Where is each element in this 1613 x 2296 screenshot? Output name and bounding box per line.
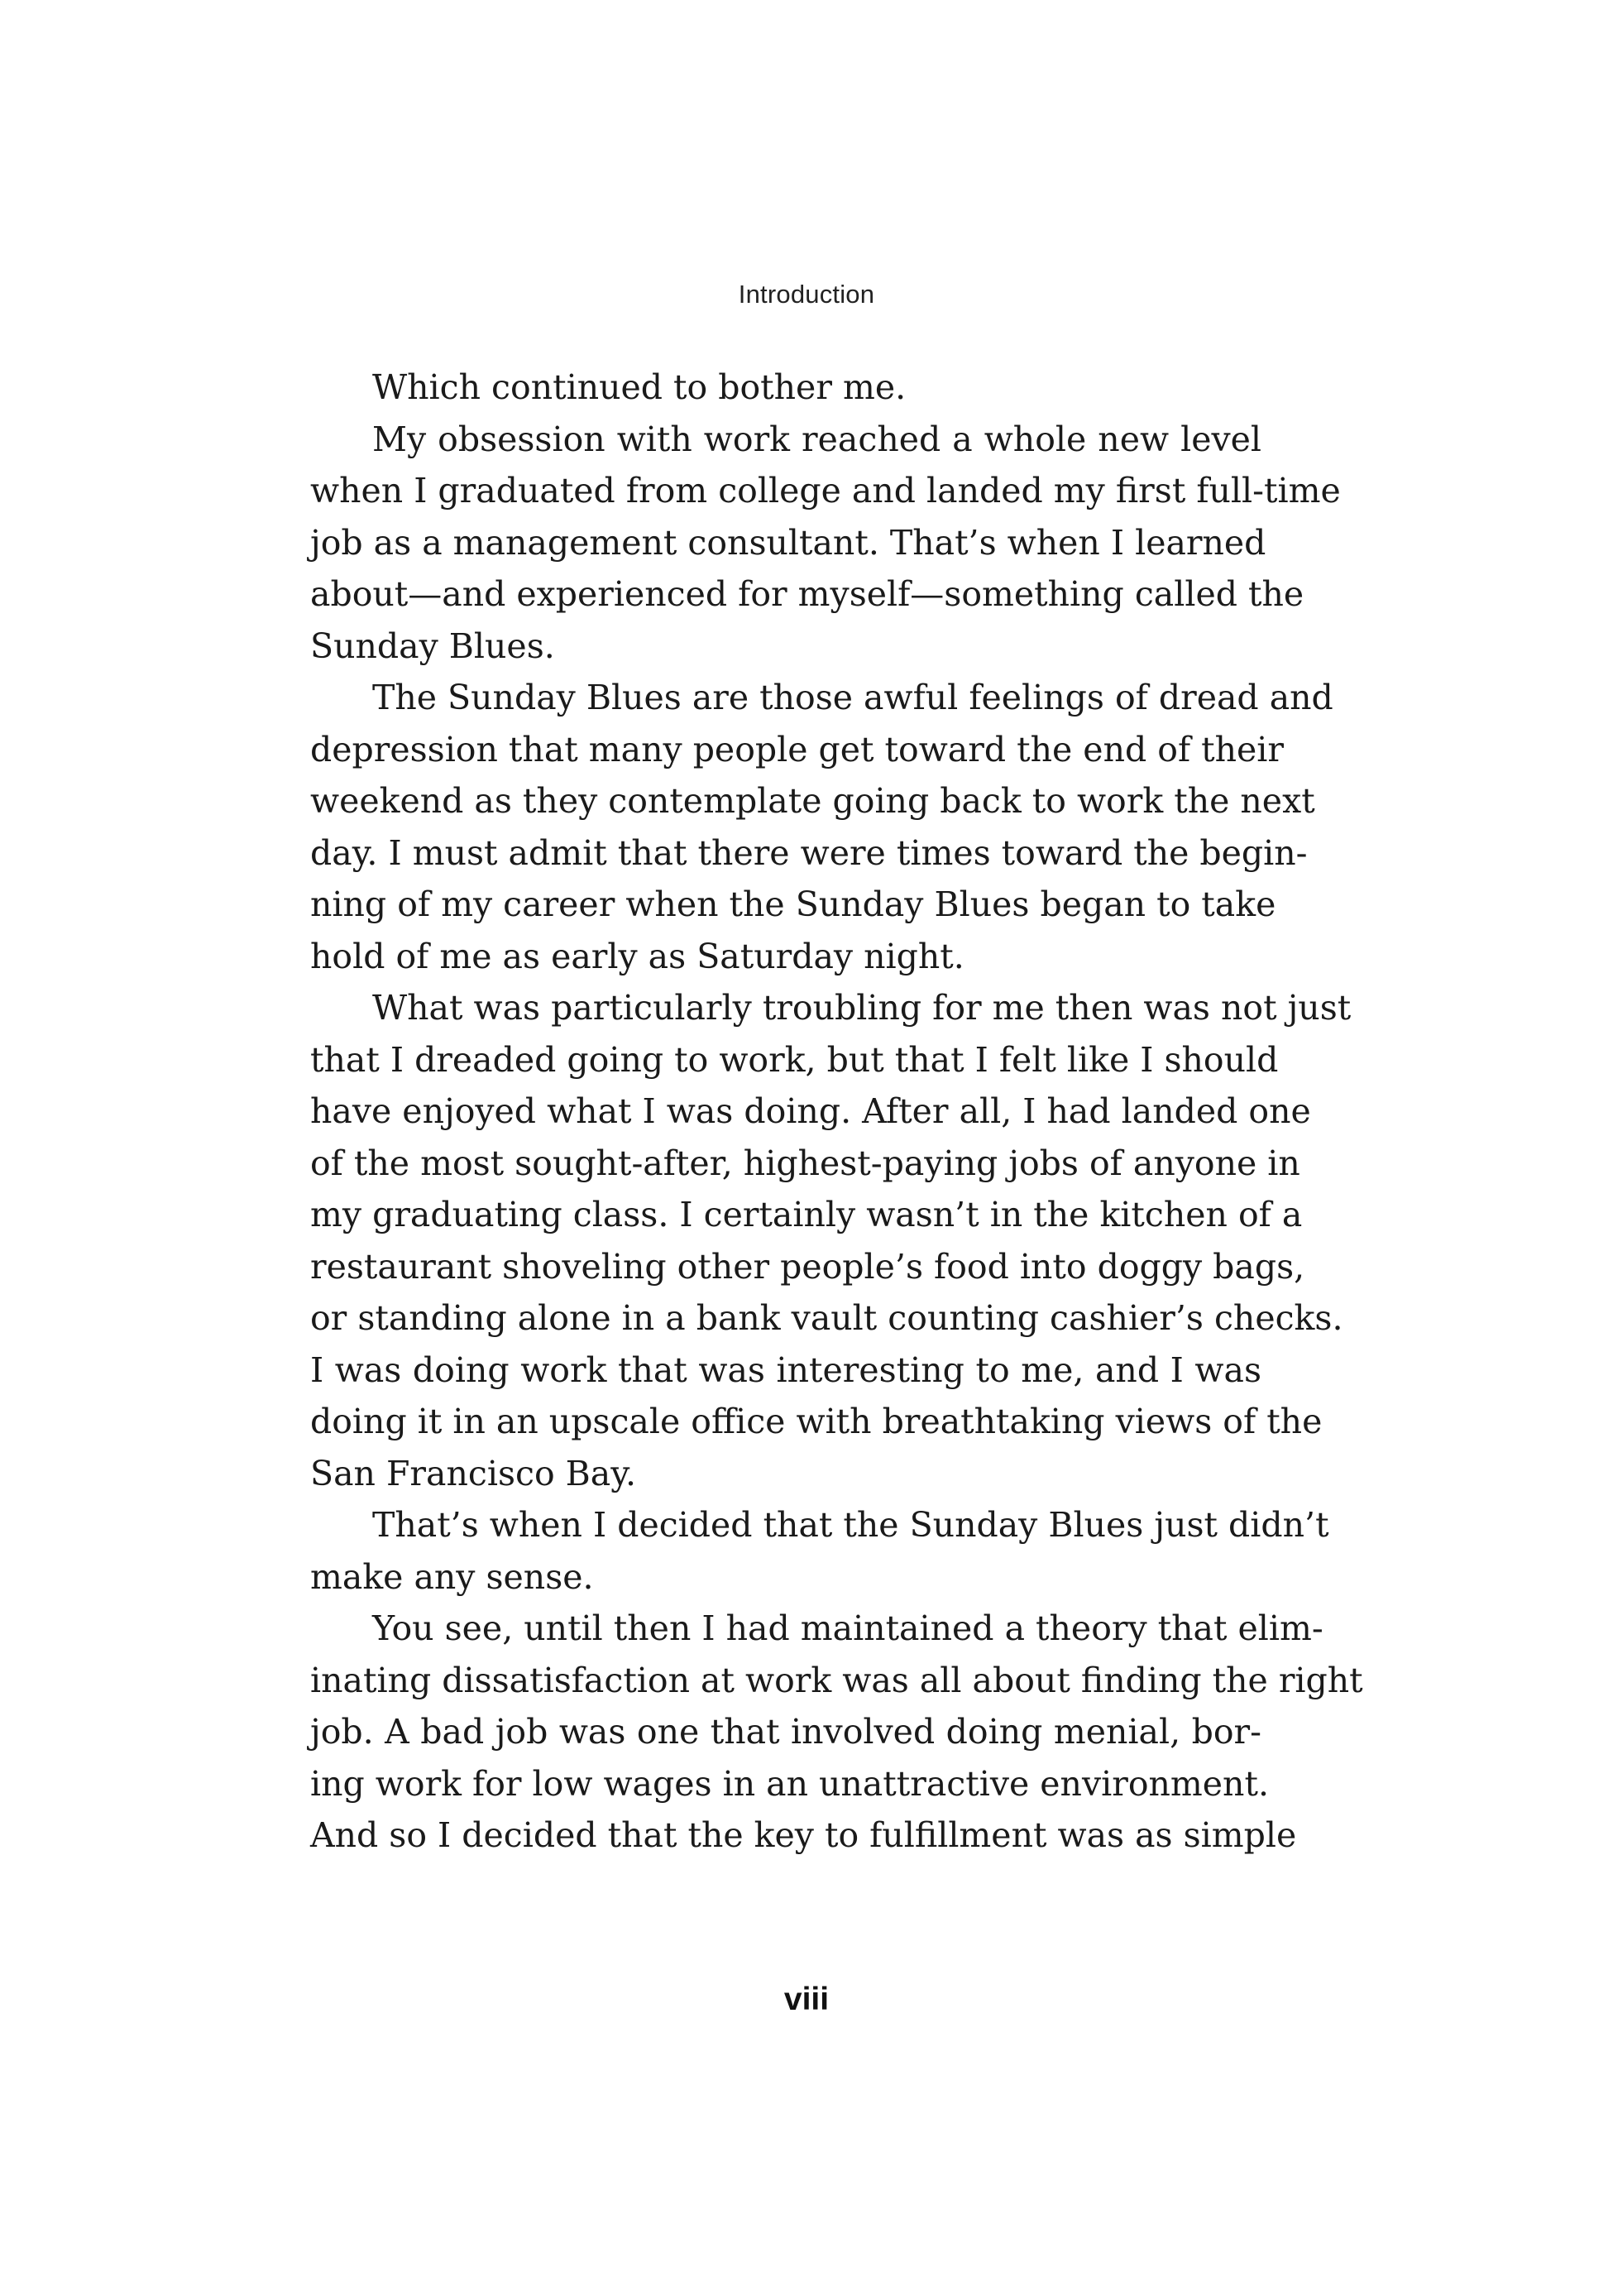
paragraph — [310, 414, 1341, 673]
text-line: of the most sought-after, highest-paying jobs of anyone in — [310, 1143, 1300, 1183]
text-line: that I dreaded going to work, but that I felt like I should — [310, 1039, 1279, 1080]
text-line: job. A bad job was one that involved doing menial, bor- — [310, 1712, 1261, 1752]
text-line: weekend as they contemplate going back to work the next — [310, 781, 1315, 821]
body-text — [310, 362, 1363, 1862]
text-line: I was doing work that was interesting to me, and I was — [310, 1349, 1261, 1390]
text-line: That’s when I decided that the Sunday Blues just didn’t — [372, 1505, 1329, 1545]
text-line: And so I decided that the key to fulfillment was as simple — [310, 1815, 1297, 1855]
text-line: Which continued to bother me. — [372, 367, 907, 407]
text-line: What was particularly troubling for me then was not just — [372, 988, 1352, 1028]
text-line: San Francisco Bay. — [310, 1453, 636, 1493]
text-line: job as a management consultant. That’s when I learned — [310, 522, 1266, 563]
text-line: ing work for low wages in an unattractive environment. — [310, 1763, 1269, 1804]
paragraph — [310, 362, 1261, 414]
paragraph — [310, 672, 1333, 982]
paragraph — [310, 982, 1352, 1499]
text-line: ning of my career when the Sunday Blues began to take — [310, 884, 1276, 924]
text-line: about—and experienced for myself—something called the — [310, 574, 1304, 614]
running-head: Introduction — [738, 280, 875, 309]
text-line: Sunday Blues. — [310, 626, 555, 666]
text-line: You see, until then I had maintained a theory that elim- — [372, 1608, 1323, 1648]
paragraph — [310, 1499, 1329, 1603]
text-line: doing it in an upscale office with breathtaking views of the — [310, 1402, 1323, 1441]
text-line: when I graduated from college and landed my first full-time — [310, 471, 1341, 510]
text-line: The Sunday Blues are those awful feelings of dread and — [372, 678, 1333, 717]
text-line: My obsession with work reached a whole new level — [372, 419, 1261, 459]
text-line: inating dissatisfaction at work was all about finding the right — [310, 1660, 1363, 1700]
text-line: hold of me as early as Saturday night. — [310, 936, 964, 976]
text-line: have enjoyed what I was doing. After all, I had landed one — [310, 1091, 1311, 1131]
page-number: viii — [783, 1982, 830, 2017]
text-line: or standing alone in a bank vault counting cashier’s checks. — [310, 1298, 1343, 1338]
text-line: my graduating class. I certainly wasn’t in the kitchen of a — [310, 1195, 1303, 1234]
text-line: day. I must admit that there were times toward the begin- — [310, 832, 1308, 873]
text-line: depression that many people get toward the end of their — [310, 729, 1285, 769]
text-line: restaurant shoveling other people’s food into doggy bags, — [310, 1246, 1305, 1287]
paragraph — [310, 1603, 1363, 1862]
text-line: make any sense. — [310, 1556, 594, 1597]
